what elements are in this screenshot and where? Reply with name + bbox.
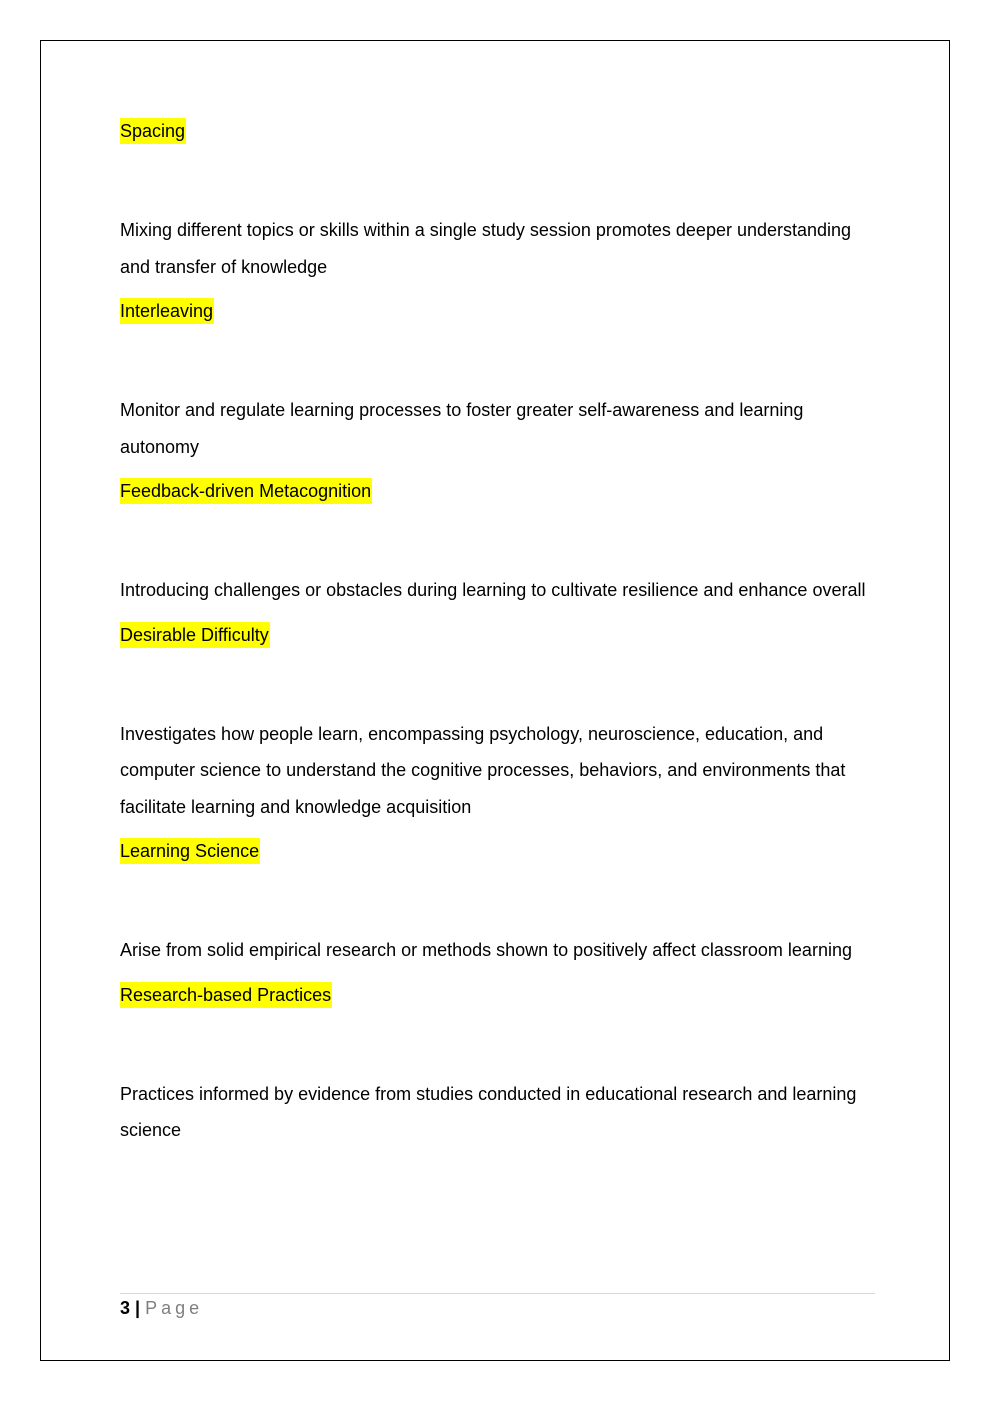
glossary-term-research-based-practices: [120, 982, 875, 1008]
glossary-term-desirable-difficulty: [120, 622, 875, 648]
glossary-term-learning-science: [120, 838, 875, 864]
definition-paragraph: Mixing different topics or skills within a single study session promotes deeper understanding and transfer of knowledge: [120, 220, 852, 277]
term-highlight: Research-based Practices: [120, 982, 332, 1008]
term-highlight: Feedback-driven Metacognition: [120, 478, 372, 504]
term-highlight: Spacing: [120, 118, 186, 144]
page-label: Page: [145, 1298, 204, 1318]
term-highlight: Desirable Difficulty: [120, 622, 270, 648]
definition-paragraph: Arise from solid empirical research or methods shown to positively affect classroom learning: [120, 940, 852, 960]
page-number: 3: [120, 1298, 131, 1318]
definition-paragraph: Investigates how people learn, encompassing psychology, neuroscience, education, and computer science to understand the cognitive processes, behaviors, and environments that facilitate learning and knowledge acquisition: [120, 723, 846, 817]
document-body: [120, 118, 875, 1162]
glossary-term-spacing: [120, 118, 875, 144]
glossary-term-interleaving: [120, 298, 875, 324]
page-footer: [120, 1297, 203, 1319]
footer-divider: [120, 1293, 875, 1294]
term-highlight: Interleaving: [120, 298, 214, 324]
page-separator: |: [135, 1298, 141, 1318]
glossary-term-feedback-driven-metacognition: [120, 478, 875, 504]
term-highlight: Learning Science: [120, 838, 260, 864]
definition-paragraph: Monitor and regulate learning processes to foster greater self-awareness and learning autonomy: [120, 400, 804, 457]
definition-paragraph: Practices informed by evidence from studies conducted in educational research and learning science: [120, 1083, 857, 1140]
definition-paragraph: Introducing challenges or obstacles during learning to cultivate resilience and enhance overall: [120, 580, 866, 600]
